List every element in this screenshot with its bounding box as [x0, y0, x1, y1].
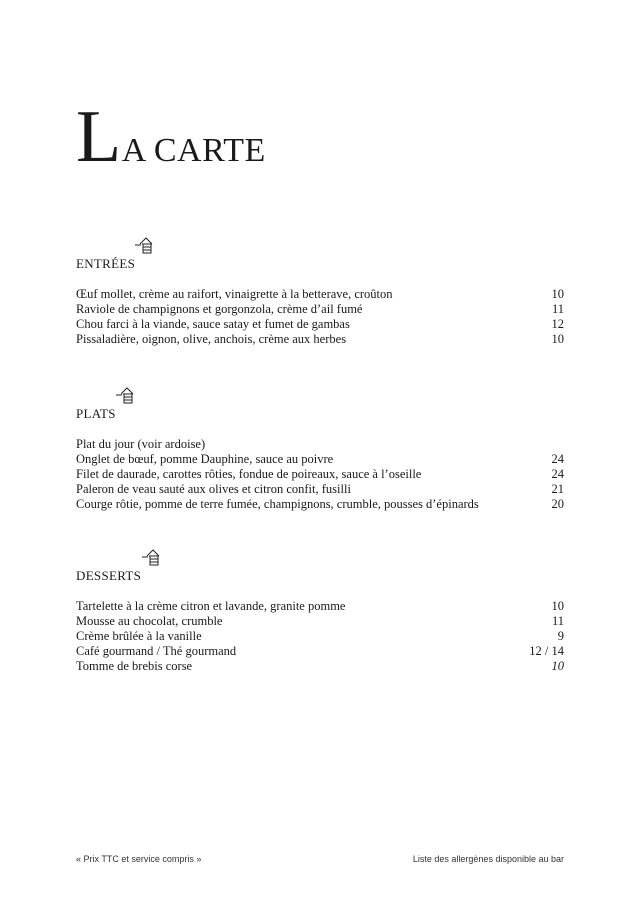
- item-price: 10: [551, 332, 564, 346]
- list-item: [76, 437, 564, 452]
- section-entrees: [76, 250, 564, 347]
- item-price: 24: [551, 467, 564, 481]
- page-footer: [76, 854, 564, 864]
- item-list: [76, 437, 564, 512]
- item-label: Plat du jour (voir ardoise): [76, 437, 206, 451]
- list-item: [76, 467, 564, 482]
- item-label: Paleron de veau sauté aux olives et citron confit, fusilli: [76, 482, 351, 496]
- section-title: PLATS: [76, 406, 116, 421]
- list-item: [76, 644, 564, 659]
- section-header: [76, 400, 564, 422]
- item-label: Onglet de bœuf, pomme Dauphine, sauce au poivre: [76, 452, 334, 466]
- item-price: 12 / 14: [529, 644, 564, 658]
- section-title: DESSERTS: [76, 568, 142, 583]
- item-price: 10: [551, 659, 564, 673]
- title-rest: A CARTE: [121, 132, 266, 169]
- item-label: Raviole de champignons et gorgonzola, crème d’ail fumé: [76, 302, 363, 316]
- list-item: [76, 659, 564, 674]
- item-price: 10: [551, 287, 564, 301]
- item-label: Pissaladière, oignon, olive, anchois, crème aux herbes: [76, 332, 347, 346]
- list-item: [76, 497, 564, 512]
- house-logo-icon: [114, 386, 136, 404]
- item-price: 11: [551, 302, 564, 316]
- item-list: [76, 599, 564, 674]
- item-label: Chou farci à la viande, sauce satay et fumet de gambas: [76, 317, 350, 331]
- list-item: [76, 629, 564, 644]
- item-label: Courge rôtie, pomme de terre fumée, champignons, crumble, pousses d’épinards: [76, 497, 479, 511]
- list-item: [76, 599, 564, 614]
- title-initial: L: [76, 96, 122, 178]
- section-desserts: [76, 562, 564, 674]
- item-price: 21: [551, 482, 564, 496]
- footer-price-note: « Prix TTC et service compris »: [76, 854, 202, 864]
- list-item: [76, 614, 564, 629]
- item-label: Tomme de brebis corse: [76, 659, 193, 673]
- list-item: [76, 287, 564, 302]
- list-item: [76, 452, 564, 467]
- item-label: Tartelette à la crème citron et lavande, granite pomme: [76, 599, 346, 613]
- item-label: Mousse au chocolat, crumble: [76, 614, 223, 628]
- house-logo-icon: [133, 236, 155, 254]
- section-header: [76, 562, 564, 584]
- item-price: 9: [557, 629, 564, 643]
- page-title: [76, 96, 266, 178]
- item-label: Crème brûlée à la vanille: [76, 629, 202, 643]
- section-header: [76, 250, 564, 272]
- item-label: Œuf mollet, crème au raifort, vinaigrette à la betterave, croûton: [76, 287, 393, 301]
- item-price: 24: [551, 452, 564, 466]
- item-price: 20: [551, 497, 564, 511]
- item-price: 11: [551, 614, 564, 628]
- section-title: ENTRÉES: [76, 256, 136, 271]
- item-price: 10: [551, 599, 564, 613]
- list-item: [76, 302, 564, 317]
- footer-allergen-note: Liste des allergènes disponible au bar: [412, 854, 564, 864]
- section-plats: [76, 400, 564, 512]
- list-item: [76, 332, 564, 347]
- list-item: [76, 317, 564, 332]
- item-list: [76, 287, 564, 347]
- house-logo-icon: [140, 548, 162, 566]
- item-label: Filet de daurade, carottes rôties, fondue de poireaux, sauce à l’oseille: [76, 467, 422, 481]
- item-label: Café gourmand / Thé gourmand: [76, 644, 237, 658]
- list-item: [76, 482, 564, 497]
- item-price: 12: [551, 317, 564, 331]
